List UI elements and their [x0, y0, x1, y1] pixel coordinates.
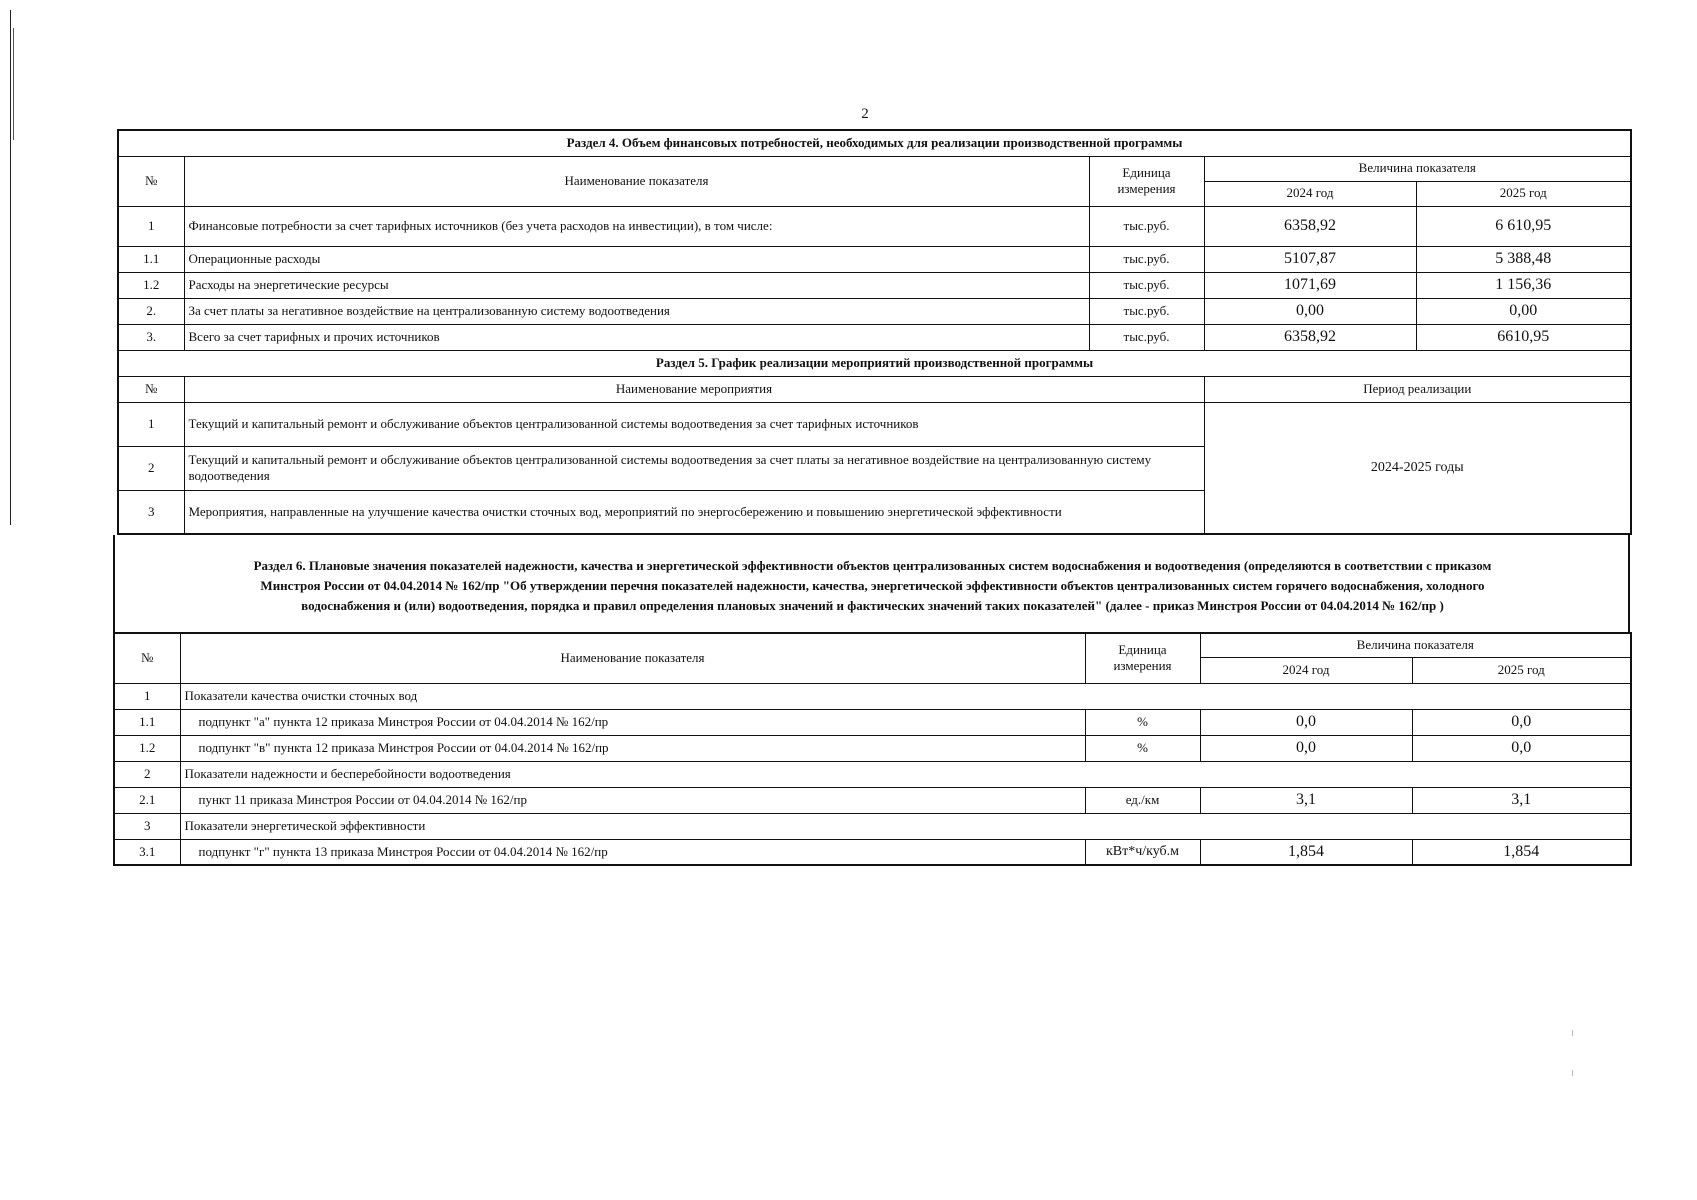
- row-name: Всего за счет тарифных и прочих источников: [184, 324, 1089, 350]
- table-row: [114, 709, 1631, 735]
- row-unit: %: [1085, 735, 1200, 761]
- header-year-2025: 2025 год: [1416, 181, 1631, 206]
- header-activity-name: Наименование мероприятия: [184, 376, 1204, 402]
- row-num: 2: [114, 761, 180, 787]
- table-row: [114, 839, 1631, 865]
- row-num: 3: [118, 490, 184, 534]
- group-row: [114, 683, 1631, 709]
- section6-table: [113, 632, 1632, 866]
- section6-title-line: Раздел 6. Плановые значения показателей надежности, качества и энергетической эффективности объектов централизованных систем водоснабжения и водоотведения (определяются в соответствии с приказом: [253, 558, 1492, 573]
- group-row: [114, 761, 1631, 787]
- row-value-2024: 0,0: [1200, 709, 1412, 735]
- scan-edge-line: [10, 10, 11, 525]
- row-num: 1.1: [118, 246, 184, 272]
- scan-edge-line: [13, 28, 14, 140]
- header-num: №: [118, 156, 184, 206]
- section6-title-line: водоснабжения и (или) водоотведения, порядка и правил определения плановых значений и фактических значений таких показателей" (далее - приказ Минстроя России от 04.04.2014 № 162/пр ): [301, 598, 1444, 613]
- scan-speck: [1572, 1070, 1573, 1076]
- row-unit: тыс.руб.: [1089, 206, 1204, 246]
- group-row: [114, 813, 1631, 839]
- row-value-2025: 3,1: [1412, 787, 1631, 813]
- row-value-2025: 0,0: [1412, 709, 1631, 735]
- row-value-2025: 0,00: [1416, 298, 1631, 324]
- sections-4-5-table: [117, 129, 1632, 535]
- table-row: [118, 206, 1631, 246]
- table-row: [114, 787, 1631, 813]
- row-num: 1: [118, 206, 184, 246]
- section4-header-row: [118, 156, 1631, 181]
- row-value-2024: 6358,92: [1204, 206, 1416, 246]
- table-row: [118, 246, 1631, 272]
- table-row: [114, 735, 1631, 761]
- section6-header-row: [114, 633, 1631, 657]
- row-name: подпункт "а" пункта 12 приказа Минстроя России от 04.04.2014 № 162/пр: [180, 709, 1085, 735]
- table-row: [118, 272, 1631, 298]
- header-year-2024: 2024 год: [1204, 181, 1416, 206]
- row-value-2024: 0,00: [1204, 298, 1416, 324]
- row-value-2024: 3,1: [1200, 787, 1412, 813]
- row-num: 3.1: [114, 839, 180, 865]
- header-value: Величина показателя: [1204, 156, 1631, 181]
- header-period: Период реализации: [1204, 376, 1631, 402]
- row-unit: ед./км: [1085, 787, 1200, 813]
- row-name: пункт 11 приказа Минстроя России от 04.04.2014 № 162/пр: [180, 787, 1085, 813]
- group-name: Показатели качества очистки сточных вод: [180, 683, 1631, 709]
- table-row: [118, 298, 1631, 324]
- header-year-2024: 2024 год: [1200, 657, 1412, 683]
- group-name: Показатели надежности и бесперебойности водоотведения: [180, 761, 1631, 787]
- row-unit: тыс.руб.: [1089, 246, 1204, 272]
- row-unit: тыс.руб.: [1089, 298, 1204, 324]
- header-num: №: [114, 633, 180, 683]
- row-name: Текущий и капитальный ремонт и обслуживание объектов централизованной системы водоотведения за счет тарифных источников: [184, 402, 1204, 446]
- row-num: 1.2: [118, 272, 184, 298]
- period-value: 2024-2025 годы: [1204, 402, 1631, 534]
- section6-title-line: Минстроя России от 04.04.2014 № 162/пр "Об утверждении перечня показателей надежности, качества, энергетической эффективности объектов централизованных систем горячего водоснабжения, холодного: [260, 578, 1485, 593]
- group-name: Показатели энергетической эффективности: [180, 813, 1631, 839]
- row-name: подпункт "г" пункта 13 приказа Минстроя России от 04.04.2014 № 162/пр: [180, 839, 1085, 865]
- header-name: Наименование показателя: [180, 633, 1085, 683]
- table-row: [118, 402, 1631, 446]
- row-value-2024: 1071,69: [1204, 272, 1416, 298]
- header-num: №: [118, 376, 184, 402]
- row-value-2024: 0,0: [1200, 735, 1412, 761]
- row-value-2024: 5107,87: [1204, 246, 1416, 272]
- header-unit: Единица измерения: [1085, 633, 1200, 683]
- row-value-2025: 6610,95: [1416, 324, 1631, 350]
- row-num: 2.: [118, 298, 184, 324]
- page-number: 2: [861, 106, 869, 122]
- row-num: 3: [114, 813, 180, 839]
- row-name: Операционные расходы: [184, 246, 1089, 272]
- row-num: 2: [118, 446, 184, 490]
- row-name: За счет платы за негативное воздействие на централизованную систему водоотведения: [184, 298, 1089, 324]
- row-value-2025: 5 388,48: [1416, 246, 1631, 272]
- section6-title: [115, 556, 1630, 616]
- section4-title-row: [118, 130, 1631, 156]
- row-name: Текущий и капитальный ремонт и обслуживание объектов централизованной системы водоотведения за счет платы за негативное воздействие на централизованную систему водоотведения: [184, 446, 1204, 490]
- table-row: [118, 324, 1631, 350]
- row-name: Финансовые потребности за счет тарифных источников (без учета расходов на инвестиции), в том числе:: [184, 206, 1089, 246]
- header-year-2025: 2025 год: [1412, 657, 1631, 683]
- row-num: 1: [118, 402, 184, 446]
- row-value-2025: 1,854: [1412, 839, 1631, 865]
- section5-title-row: [118, 350, 1631, 376]
- section4-title: Раздел 4. Объем финансовых потребностей, необходимых для реализации производственной программы: [118, 130, 1631, 156]
- row-value-2024: 1,854: [1200, 839, 1412, 865]
- scan-speck: [1572, 1030, 1573, 1036]
- row-unit: тыс.руб.: [1089, 272, 1204, 298]
- row-unit: %: [1085, 709, 1200, 735]
- row-value-2024: 6358,92: [1204, 324, 1416, 350]
- row-name: Мероприятия, направленные на улучшение качества очистки сточных вод, мероприятий по энергосбережению и повышению энергетической эффективности: [184, 490, 1204, 534]
- row-value-2025: 0,0: [1412, 735, 1631, 761]
- row-num: 1.2: [114, 735, 180, 761]
- header-name: Наименование показателя: [184, 156, 1089, 206]
- row-name: Расходы на энергетические ресурсы: [184, 272, 1089, 298]
- section5-title: Раздел 5. График реализации мероприятий производственной программы: [118, 350, 1631, 376]
- row-value-2025: 6 610,95: [1416, 206, 1631, 246]
- row-unit: кВт*ч/куб.м: [1085, 839, 1200, 865]
- row-num: 1.1: [114, 709, 180, 735]
- row-unit: тыс.руб.: [1089, 324, 1204, 350]
- row-num: 2.1: [114, 787, 180, 813]
- header-unit: Единица измерения: [1089, 156, 1204, 206]
- row-name: подпункт "в" пункта 12 приказа Минстроя России от 04.04.2014 № 162/пр: [180, 735, 1085, 761]
- row-num: 1: [114, 683, 180, 709]
- section5-header-row: [118, 376, 1631, 402]
- row-value-2025: 1 156,36: [1416, 272, 1631, 298]
- row-num: 3.: [118, 324, 184, 350]
- header-value: Величина показателя: [1200, 633, 1631, 657]
